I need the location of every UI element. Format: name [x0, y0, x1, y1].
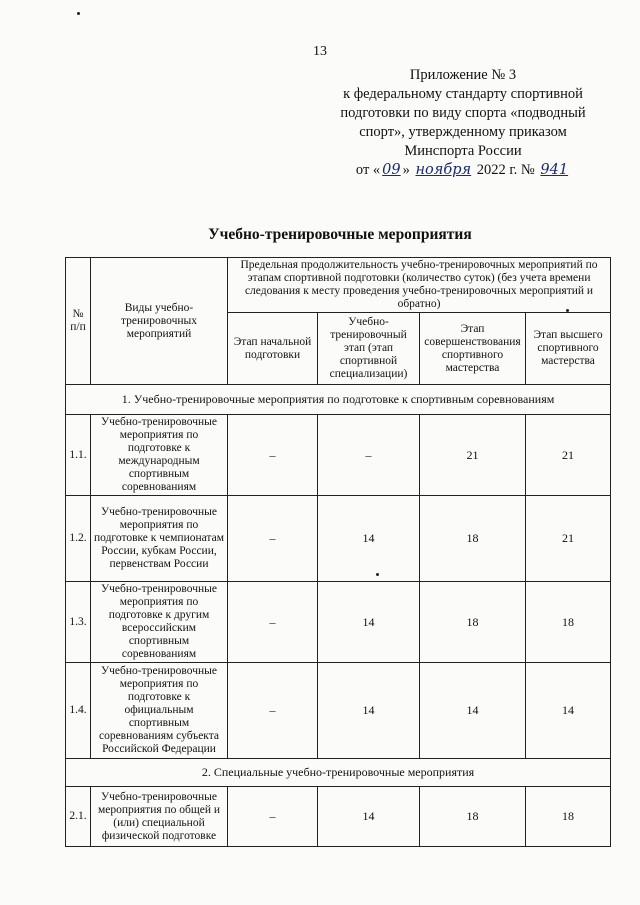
date-year: 2022 г. № — [476, 162, 535, 178]
table-row — [66, 415, 611, 496]
header-duration: Предельная продолжительность учебно-тренировочных мероприятий по этапам спортивной подготовки (количество суток) (без учета времени следования к месту проведения учебно-тренировочных мероприятий и обратно) — [228, 258, 611, 313]
row-num: 1.2. — [66, 496, 91, 582]
date-prefix: от « — [355, 162, 381, 178]
row-value: – — [228, 582, 318, 663]
appendix-line: спорт», утвержденному приказом — [359, 124, 567, 140]
row-value: 14 — [318, 582, 420, 663]
date-month-handwritten: ноября — [415, 162, 472, 178]
appendix-line: Минспорта России — [404, 143, 522, 159]
row-value: – — [228, 415, 318, 496]
table-header-row — [66, 258, 611, 313]
section-row — [66, 759, 611, 787]
row-name: Учебно-тренировочные мероприятия по подготовке к международным спортивным соревнованиям — [91, 415, 228, 496]
section-row — [66, 385, 611, 415]
header-stage: Этап совершенствования спортивного мастерства — [420, 313, 526, 385]
row-value: 21 — [420, 415, 526, 496]
row-value: 18 — [420, 582, 526, 663]
row-value: – — [228, 496, 318, 582]
row-num: 1.1. — [66, 415, 91, 496]
row-name: Учебно-тренировочные мероприятия по подготовке к официальным спортивным соревнованиям субъекта Российской Федерации — [91, 663, 228, 759]
header-kind: Виды учебно-тренировочных мероприятий — [91, 258, 228, 385]
date-day-handwritten: 09 — [382, 162, 401, 178]
section-title: 1. Учебно-тренировочные мероприятия по подготовке к спортивным соревнованиям — [66, 385, 611, 415]
header-stage: Учебно-тренировочный этап (этап спортивной специализации) — [318, 313, 420, 385]
row-value: 14 — [526, 663, 611, 759]
appendix-line: Приложение № 3 — [409, 67, 517, 83]
row-value: 21 — [526, 415, 611, 496]
row-value: 14 — [420, 663, 526, 759]
section-title: 2. Специальные учебно-тренировочные мероприятия — [66, 759, 611, 787]
row-value: 14 — [318, 787, 420, 847]
table-row — [66, 787, 611, 847]
document-title: Учебно-тренировочные мероприятия — [208, 226, 472, 243]
row-value: – — [318, 415, 420, 496]
row-value: – — [228, 663, 318, 759]
appendix-line: подготовки по виду спорта «подводный — [340, 105, 586, 121]
page-number: 13 — [313, 44, 327, 59]
scan-mark — [77, 12, 80, 15]
row-num: 2.1. — [66, 787, 91, 847]
header-stage: Этап начальной подготовки — [228, 313, 318, 385]
events-table — [65, 257, 611, 847]
row-num: 1.3. — [66, 582, 91, 663]
row-num: 1.4. — [66, 663, 91, 759]
table-row — [66, 496, 611, 582]
header-num: № п/п — [66, 258, 91, 385]
row-value: 21 — [526, 496, 611, 582]
row-value: 18 — [526, 787, 611, 847]
row-name: Учебно-тренировочные мероприятия по подготовке к другим всероссийским спортивным соревнованиям — [91, 582, 228, 663]
date-mid: » — [402, 162, 410, 178]
row-value: 18 — [420, 787, 526, 847]
appendix-header — [318, 66, 608, 180]
row-value: 18 — [526, 582, 611, 663]
appendix-line: к федеральному стандарту спортивной — [343, 86, 583, 102]
row-value: – — [228, 787, 318, 847]
row-name: Учебно-тренировочные мероприятия по общей и (или) специальной физической подготовке — [91, 787, 228, 847]
row-value: 14 — [318, 496, 420, 582]
order-number-handwritten: 941 — [540, 162, 569, 178]
row-value: 18 — [420, 496, 526, 582]
table-row — [66, 663, 611, 759]
row-name: Учебно-тренировочные мероприятия по подготовке к чемпионатам России, кубкам России, первенствам России — [91, 496, 228, 582]
header-stage: Этап высшего спортивного мастерства — [526, 313, 611, 385]
row-value: 14 — [318, 663, 420, 759]
appendix-date-line — [318, 161, 608, 180]
table-row — [66, 582, 611, 663]
